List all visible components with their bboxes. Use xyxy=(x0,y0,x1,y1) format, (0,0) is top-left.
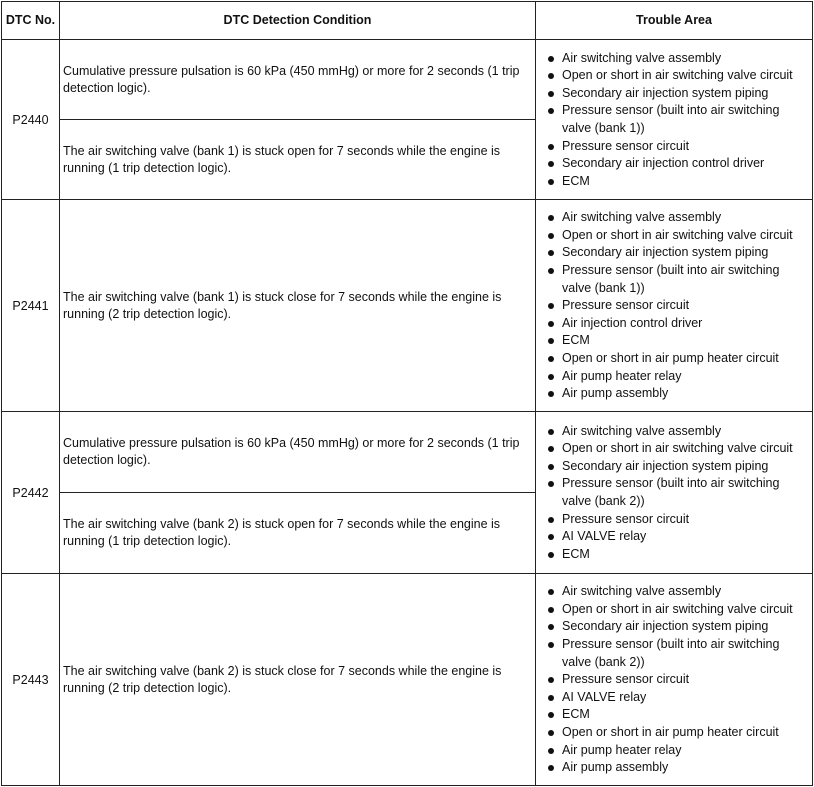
list-item: ECM xyxy=(548,332,812,350)
dtc-code: P2443 xyxy=(2,574,60,786)
dtc-code: P2441 xyxy=(2,200,60,412)
trouble-area-cell xyxy=(536,200,813,412)
condition-cell xyxy=(60,40,536,120)
list-item: Air injection control driver xyxy=(548,315,812,333)
list-item: Air switching valve assembly xyxy=(548,583,812,601)
trouble-area-list xyxy=(536,422,812,564)
list-item: Air switching valve assembly xyxy=(548,50,812,68)
trouble-area-cell xyxy=(536,40,813,200)
list-item: Pressure sensor (built into air switching valve (bank 1)) xyxy=(548,102,812,137)
list-item: Open or short in air switching valve circuit xyxy=(548,67,812,85)
condition-cell xyxy=(60,412,536,493)
dtc-code: P2440 xyxy=(2,40,60,200)
trouble-area-cell xyxy=(536,412,813,574)
list-item: Secondary air injection system piping xyxy=(548,244,812,262)
condition-text: The air switching valve (bank 1) is stuck open for 7 seconds while the engine is running (1 trip detection logic). xyxy=(63,143,501,175)
condition-text: The air switching valve (bank 1) is stuck close for 7 seconds while the engine is running (2 trip detection logic). xyxy=(63,289,502,321)
condition-text: Cumulative pressure pulsation is 60 kPa (450 mmHg) or more for 2 seconds (1 trip detection logic). xyxy=(63,436,520,467)
list-item: Pressure sensor (built into air switching valve (bank 2)) xyxy=(548,636,812,671)
list-item: Open or short in air switching valve circuit xyxy=(548,440,812,458)
trouble-area-list xyxy=(536,49,812,191)
list-item: Secondary air injection system piping xyxy=(548,618,812,636)
list-item: Pressure sensor circuit xyxy=(548,138,812,156)
list-item: Pressure sensor circuit xyxy=(548,671,812,689)
header-condition: DTC Detection Condition xyxy=(60,2,536,40)
list-item: Open or short in air pump heater circuit xyxy=(548,350,812,368)
list-item: Open or short in air pump heater circuit xyxy=(548,724,812,742)
condition-cell xyxy=(60,493,536,574)
list-item: Air pump heater relay xyxy=(548,742,812,760)
condition-cell xyxy=(60,200,536,412)
condition-text: The air switching valve (bank 2) is stuck close for 7 seconds while the engine is running (2 trip detection logic). xyxy=(63,663,502,695)
header-trouble-area: Trouble Area xyxy=(536,2,813,40)
trouble-area-list xyxy=(536,208,812,403)
list-item: ECM xyxy=(548,173,812,191)
list-item: Air switching valve assembly xyxy=(548,209,812,227)
list-item: Air pump assembly xyxy=(548,759,812,777)
table-row xyxy=(2,40,813,120)
header-dtc-no: DTC No. xyxy=(2,2,60,40)
condition-cell xyxy=(60,574,536,786)
list-item: Open or short in air switching valve circuit xyxy=(548,227,812,245)
dtc-table xyxy=(1,1,813,786)
trouble-area-cell xyxy=(536,574,813,786)
condition-text: The air switching valve (bank 2) is stuck open for 7 seconds while the engine is running (1 trip detection logic). xyxy=(63,517,501,548)
list-item: Secondary air injection system piping xyxy=(548,458,812,476)
condition-cell xyxy=(60,120,536,200)
list-item: Pressure sensor (built into air switching valve (bank 1)) xyxy=(548,262,812,297)
dtc-code: P2442 xyxy=(2,412,60,574)
list-item: AI VALVE relay xyxy=(548,528,812,546)
list-item: Air pump heater relay xyxy=(548,368,812,386)
table-row xyxy=(2,200,813,412)
list-item: ECM xyxy=(548,546,812,564)
list-item: Secondary air injection control driver xyxy=(548,155,812,173)
list-item: Open or short in air switching valve circuit xyxy=(548,601,812,619)
header-row xyxy=(2,2,813,40)
table-row xyxy=(2,574,813,786)
list-item: Air switching valve assembly xyxy=(548,423,812,441)
list-item: Air pump assembly xyxy=(548,385,812,403)
list-item: ECM xyxy=(548,706,812,724)
list-item: AI VALVE relay xyxy=(548,689,812,707)
list-item: Secondary air injection system piping xyxy=(548,85,812,103)
table-row xyxy=(2,412,813,493)
list-item: Pressure sensor circuit xyxy=(548,297,812,315)
list-item: Pressure sensor circuit xyxy=(548,511,812,529)
list-item: Pressure sensor (built into air switching valve (bank 2)) xyxy=(548,475,812,510)
condition-text: Cumulative pressure pulsation is 60 kPa (450 mmHg) or more for 2 seconds (1 trip detection logic). xyxy=(63,63,520,95)
trouble-area-list xyxy=(536,582,812,777)
